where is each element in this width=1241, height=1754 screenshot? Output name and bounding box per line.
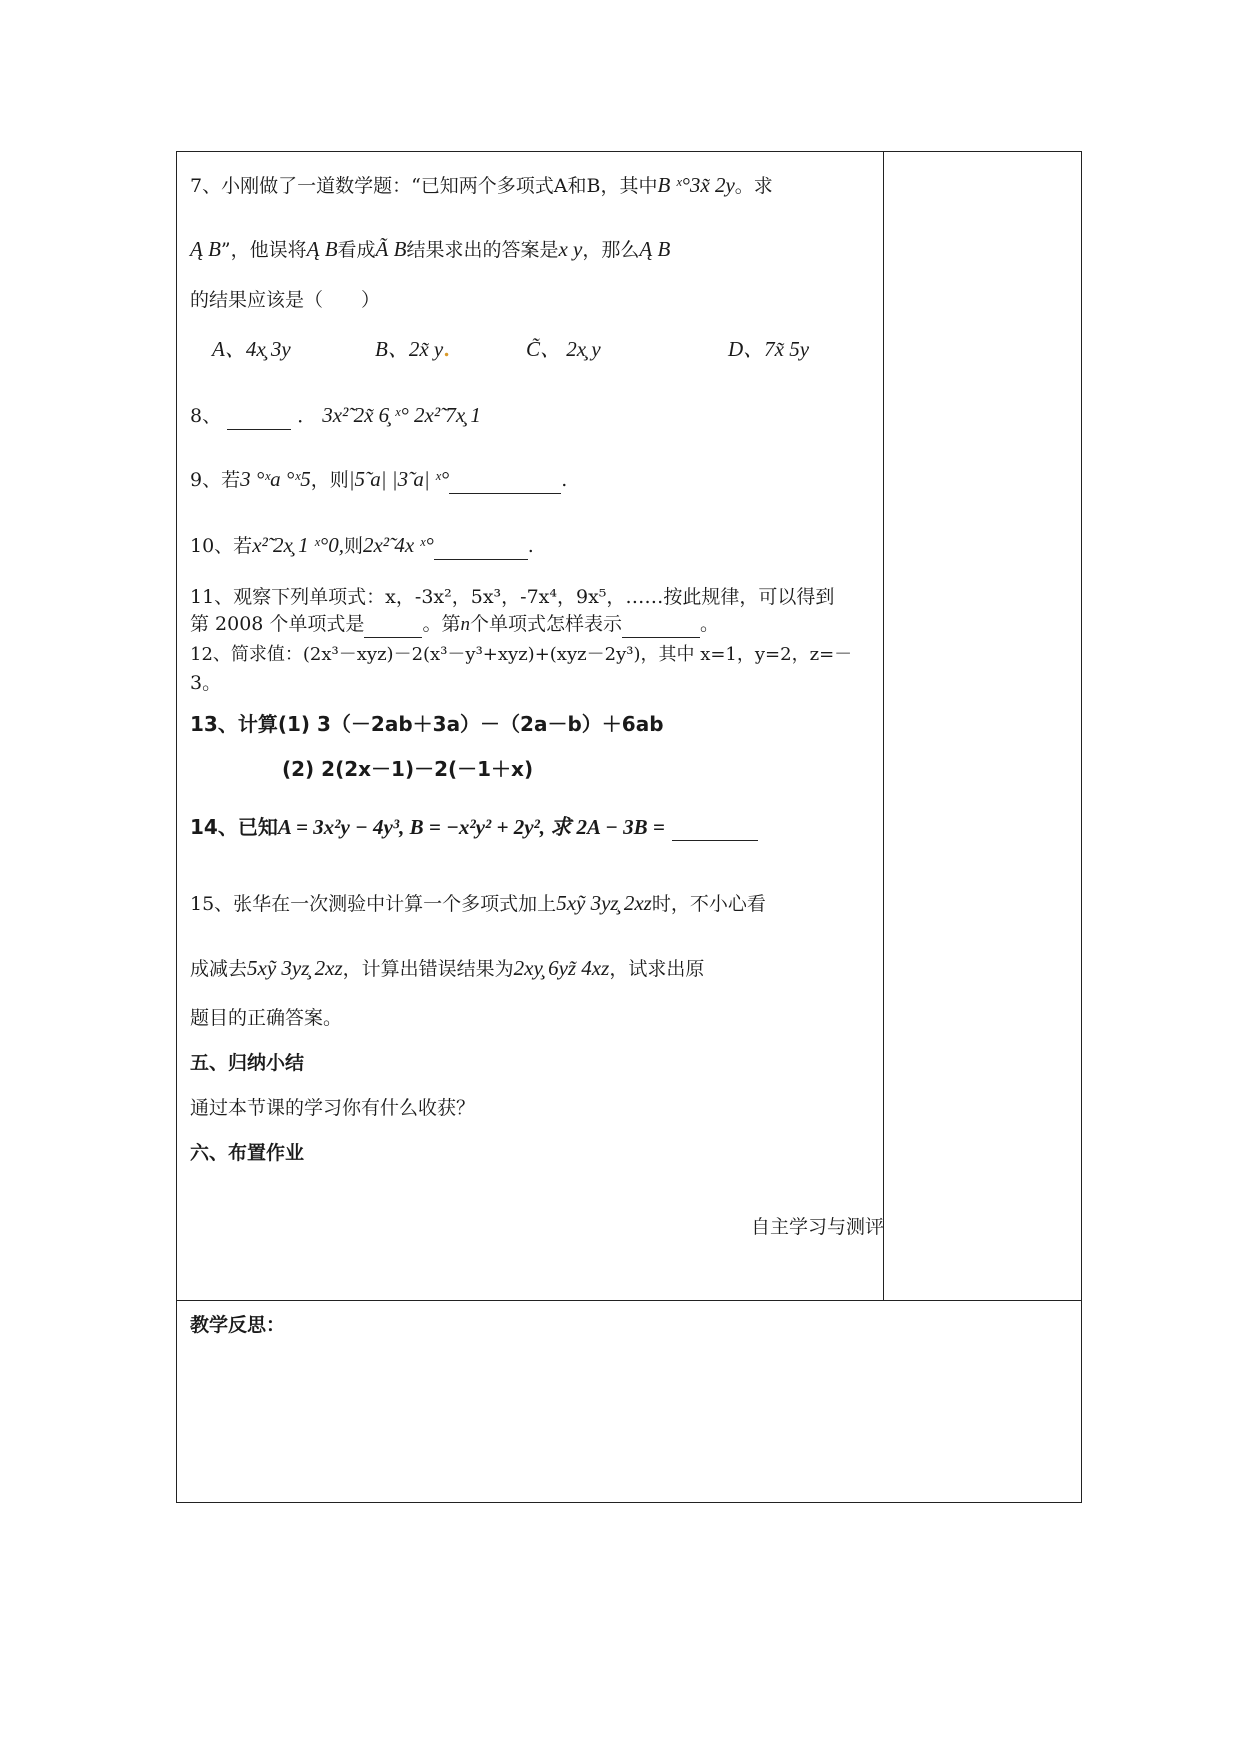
q13-part1: 13、计算(1) 3（－2ab＋3a）－（2a－b）＋6ab [190,712,664,736]
q7-option-b: B、2x̃ y. [375,337,450,361]
q7-line1: 7、小刚做了一道数学题：“已知两个多项式A和B，其中B ˣ°3x̃ 2y。求 [190,173,773,197]
q7-formula-b: B ˣ°3x̃ 2y [657,173,735,197]
q13-part2: (2) 2(2x－1)－2(－1＋x) [282,757,534,781]
section-5-title: 五、归纳小结 [190,1052,305,1074]
q14: 14、已知A = 3x²y − 4y³, B = −x²y² + 2y², 求 2A − 3B = [190,814,758,841]
q7-option-d: D、7x̃ 5y [728,337,810,361]
q12-line1: 12、简求值：(2x³－xyz)－2(x³－y³+xyz)+(xyz－2y³)，其中 x=1，y=2，z=－ [190,644,853,665]
q11-line1: 11、观察下列单项式：x，-3x²，5x³，-7x⁴，9x⁵，……按此规律，可以得到 [190,586,835,608]
q9-blank [449,467,561,494]
q14-blank [672,814,758,841]
table-row-divider [176,1300,1082,1301]
q11-line2: 第 2008 个单项式是 。第n个单项式怎样表示 。 [190,611,719,638]
q8-blank [227,403,291,430]
q15-line2: 成减去5xỹ 3yz̧ 2xz，计算出错误结果为2xy̧ 6yz̃ 4xz，试求出原 [190,956,705,980]
section-5-text: 通过本节课的学习你有什么收获？ [190,1097,476,1119]
q15-line1: 15、张华在一次测验中计算一个多项式加上5xỹ 3yz̧ 2xz时，不小心看 [190,891,766,915]
q7-line2: Ą B”，他误将Ą B看成Ã B结果求出的答案是x y，那么Ą B [190,237,671,261]
q15-line3: 题目的正确答案。 [190,1007,343,1029]
q8: 8、 ． 3x²̃ 2x̃ 6̧ ˣ° 2x²̃ 7x̧ 1 [190,402,481,430]
q11-blank-1 [364,611,422,638]
q12-line2: 3。 [190,672,222,694]
q10-blank [434,533,528,560]
q7-option-a: A、4x̧ 3y [212,337,291,361]
q10: 10、若x²̃ 2x̧ 1 ˣ°0,则2x²̃ 4x ˣ° . [190,532,534,560]
q9: 9、若3 °ˣa °ˣ5，则|5̃ a| |3̃ a| ˣ° . [190,466,567,494]
q7-option-c: C̃、 2x̧ y [526,337,601,361]
section-6-title: 六、布置作业 [190,1142,305,1164]
q7-line3: 的结果应该是（ ） [190,289,381,311]
section-6-text: 自主学习与测评 [750,1216,884,1238]
table-column-divider [883,151,884,1301]
reflection-title: 教学反思： [190,1314,286,1336]
q11-blank-2 [622,611,700,638]
